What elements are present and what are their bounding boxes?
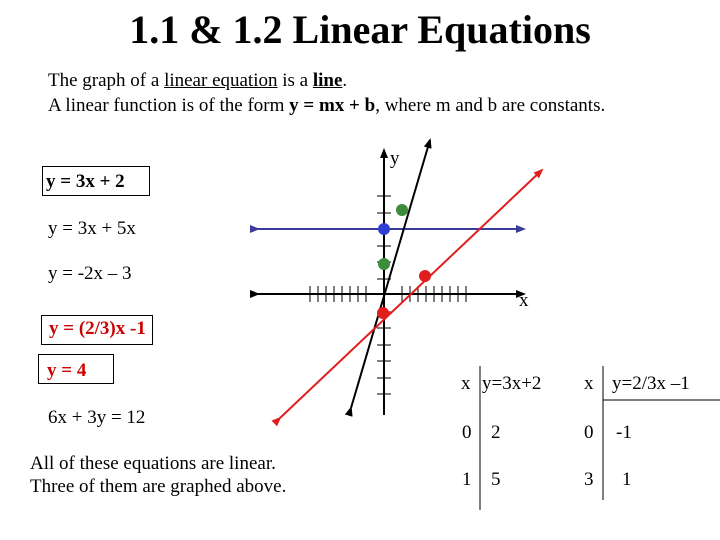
value-table-2 [584, 366, 720, 500]
y-axis-label: y [390, 148, 400, 169]
point-green-0 [378, 258, 390, 270]
equation-3: y = -2x – 3 [48, 263, 132, 284]
intro-text: The graph of a [48, 70, 165, 91]
intro-text: . [342, 70, 348, 91]
intro-text: , where m and b are constants. [375, 95, 606, 116]
table-2-cell: -1 [616, 422, 632, 443]
intro-text: A linear function is of the form [48, 95, 290, 116]
page-title: 1.1 & 1.2 Linear Equations [129, 7, 591, 52]
line-term: line [312, 70, 343, 91]
summary-line-2: Three of them are graphed above. [30, 476, 287, 498]
table-1-cell: 2 [491, 422, 501, 443]
table-1-header-y: y=3x+2 [482, 373, 542, 394]
table-1-cell: 1 [462, 469, 472, 490]
value-table-1 [461, 366, 541, 510]
equation-6: 6x + 3y = 12 [48, 407, 146, 428]
point-red-0 [377, 307, 389, 319]
x-axis-label: x [519, 290, 529, 311]
line-y-3x-plus-2 [351, 140, 430, 408]
intro-text: is a [277, 70, 313, 91]
table-1-header-x: x [461, 373, 471, 394]
table-1-cell: 5 [491, 469, 501, 490]
slope-intercept-formula: y = mx + b [289, 95, 376, 116]
equation-text: y = 4 [47, 360, 87, 381]
table-2-cell: 0 [584, 422, 594, 443]
equation-2: y = 3x + 5x [48, 218, 136, 239]
table-2-cell: 1 [622, 469, 632, 490]
table-2-header-x: x [584, 373, 594, 394]
summary-line-1: All of these equations are linear. [30, 453, 276, 474]
table-2-cell: 3 [584, 469, 594, 490]
linear-equation-term: linear equation [164, 70, 278, 91]
point-green-1 [396, 204, 408, 216]
point-blue [378, 223, 390, 235]
table-1-cell: 0 [462, 422, 472, 443]
equation-text: y = 3x + 2 [46, 171, 125, 192]
equation-text: y = (2/3)x -1 [49, 318, 146, 339]
table-2-header-y: y=2/3x –1 [612, 373, 690, 394]
point-red-3 [419, 270, 431, 282]
